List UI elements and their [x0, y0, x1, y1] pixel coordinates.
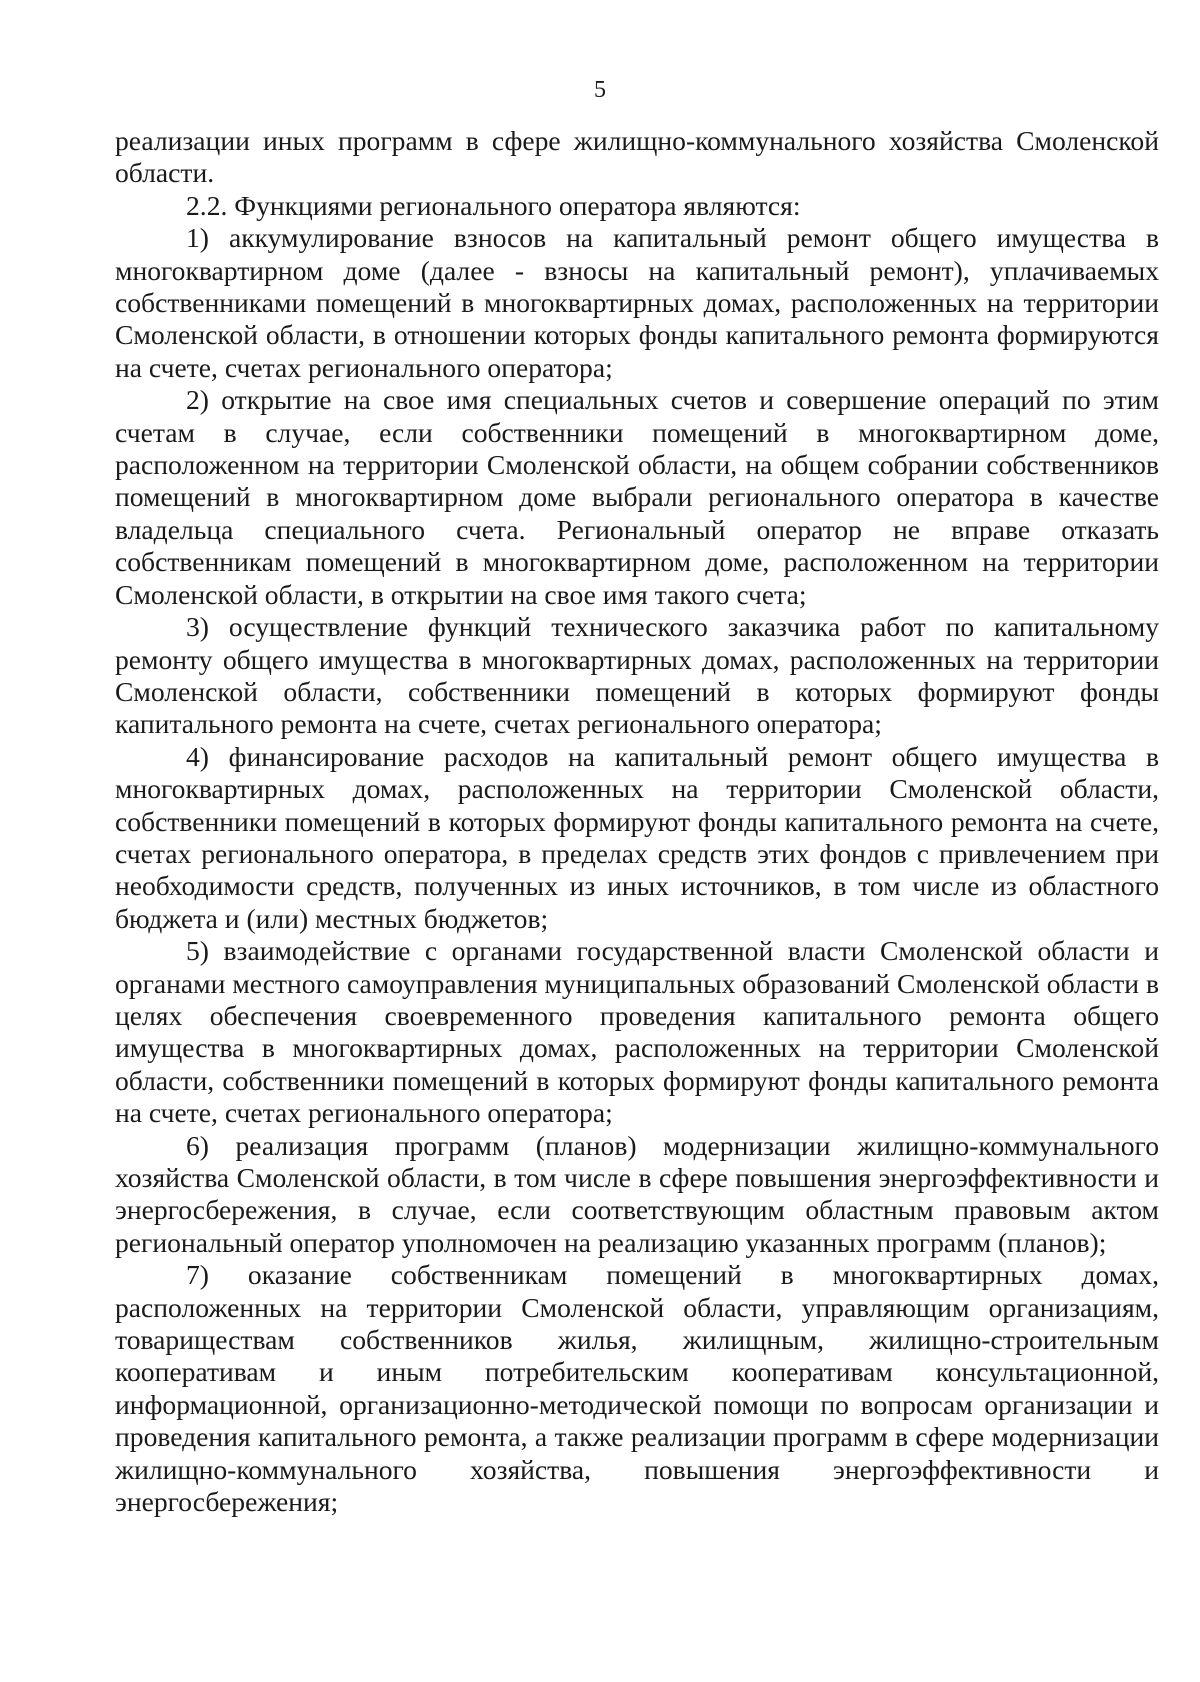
paragraph-item-1: 1) аккумулирование взносов на капитальный ремонт общего имущества в многоквартирном доме (далее - взносы на капитальный ремонт), уплачиваемых собственниками помещений в многоквартирных домах, расположенных на территории Смоленской области, в отношении которых фонды капитального ремонта формируются на счете, счетах регионального оператора;	[115, 222, 1159, 383]
paragraph-item-3: 3) осуществление функций технического заказчика работ по капитальному ремонту общего имущества в многоквартирных домах, расположенных на территории Смоленской области, собственники помещений в которых формируют фонды капитального ремонта на счете, счетах регионального оператора;	[115, 611, 1159, 740]
paragraph-item-5: 5) взаимодействие с органами государственной власти Смоленской области и органами местного самоуправления муниципальных образований Смоленской области в целях обеспечения своевременного проведения капитального ремонта общего имущества в многоквартирных домах, расположенных на территории Смоленской области, собственники помещений в которых формируют фонды капитального ремонта на счете, счетах регионального оператора;	[115, 935, 1159, 1129]
page-number: 5	[594, 77, 606, 103]
paragraph-item-7: 7) оказание собственникам помещений в многоквартирных домах, расположенных на территории Смоленской области, управляющим организациям, товариществам собственников жилья, жилищным, жилищно-строительным кооперативам и иным потребительским кооперативам консультационной, информационной, организационно-методической помощи по вопросам организации и проведения капитального ремонта, а также реализации программ в сфере модернизации жилищно-коммунального хозяйства, повышения энергоэффективности и энергосбережения;	[115, 1259, 1159, 1518]
paragraph-item-4: 4) финансирование расходов на капитальный ремонт общего имущества в многоквартирных домах, расположенных на территории Смоленской области, собственники помещений в которых формируют фонды капитального ремонта на счете, счетах регионального оператора, в пределах средств этих фондов с привлечением при необходимости средств, полученных из иных источников, в том числе из областного бюджета и (или) местных бюджетов;	[115, 740, 1159, 934]
document-body	[115, 125, 1159, 1518]
paragraph-section-2-2: 2.2. Функциями регионального оператора являются:	[186, 189, 801, 221]
paragraph-continuation: реализации иных программ в сфере жилищно-коммунального хозяйства Смоленской области.	[115, 125, 1159, 189]
paragraph-item-6: 6) реализация программ (планов) модернизации жилищно-коммунального хозяйства Смоленской области, в том числе в сфере повышения энергоэффективности и энергосбережения, в случае, если соответствующим областным правовым актом региональный оператор уполномочен на реализацию указанных программ (планов);	[115, 1129, 1159, 1258]
paragraph-item-2: 2) открытие на свое имя специальных счетов и совершение операций по этим счетам в случае, если собственники помещений в многоквартирном доме, расположенном на территории Смоленской области, на общем собрании собственников помещений в многоквартирном доме выбрали регионального оператора в качестве владельца специального счета. Региональный оператор не вправе отказать собственникам помещений в многоквартирном доме, расположенном на территории Смоленской области, в открытии на свое имя такого счета;	[115, 384, 1159, 610]
